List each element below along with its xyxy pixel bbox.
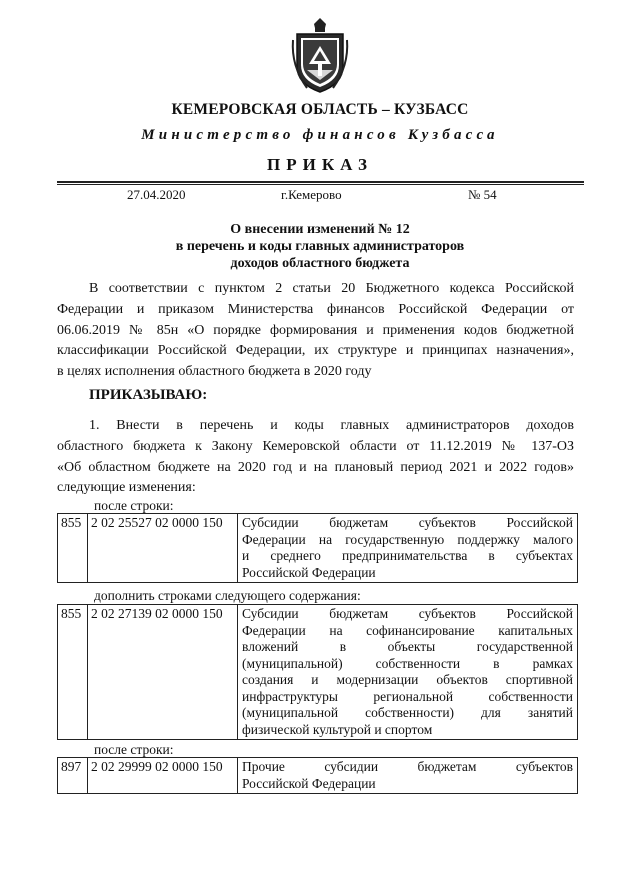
after-line-label: после строки:: [94, 742, 174, 757]
description-line: Субсидии бюджетам субъектов Российской: [242, 515, 573, 530]
table-row: [58, 758, 578, 794]
add-lines-label: дополнить строками следующего содержания:: [94, 588, 361, 603]
document-heading-line-3: доходов областного бюджета: [230, 256, 410, 271]
document-heading-line-2: в перечень и коды главных администраторов: [175, 239, 465, 254]
document-city: г.Кемерово: [281, 187, 342, 202]
budget-code-table: [57, 513, 578, 583]
description-cell: [238, 514, 578, 583]
item-1-line: областного бюджета к Закону Кемеровской области от 11.12.2019 № 137-ОЗ: [57, 438, 574, 454]
preamble-line: В соответствии с пунктом 2 статьи 20 Бюджетного кодекса Российской: [89, 281, 574, 296]
after-line-label: после строки:: [94, 498, 174, 513]
description-line: создания и модернизации объектов спортивной: [242, 672, 573, 687]
order-word: ПРИКАЗЫВАЮ:: [89, 387, 208, 403]
description-line: Российской Федерации: [242, 564, 376, 580]
item-1-line: следующие изменения:: [57, 480, 196, 496]
header-rule: [57, 181, 584, 183]
document-heading-line-1: О внесении изменений № 12: [230, 222, 410, 237]
revenue-code-cell: 2 02 27139 02 0000 150: [88, 605, 238, 740]
admin-code-cell: 855: [58, 605, 88, 740]
description-line: Российской Федерации: [242, 775, 376, 791]
preamble-line: Федерации и приказом Министерства финансов Российской Федерации от: [57, 301, 574, 317]
preamble-line: классификации Российской Федерации, их структуре и принципах назначения»,: [57, 343, 574, 359]
preamble-line: в целях исполнения областного бюджета в 2020 году: [57, 364, 372, 380]
item-1-line: «Об областном бюджете на 2020 год и на плановый период 2021 и 2022 годов»: [57, 459, 574, 475]
description-line: Субсидии бюджетам субъектов Российской: [242, 606, 573, 621]
item-1-line: 1. Внести в перечень и коды главных администраторов доходов: [89, 418, 574, 433]
description-line: (муниципальной собственности) для занятий: [242, 705, 573, 720]
region-title: КЕМЕРОВСКАЯ ОБЛАСТЬ – КУЗБАСС: [171, 101, 469, 118]
description-line: Прочие субсидии бюджетам субъектов: [242, 759, 573, 774]
preamble-paragraph: [57, 279, 574, 383]
coat-of-arms-icon: [289, 16, 351, 94]
item-1-paragraph: [57, 416, 574, 499]
revenue-code-cell: 2 02 29999 02 0000 150: [88, 758, 238, 794]
budget-code-table: [57, 604, 578, 740]
revenue-code-cell: 2 02 25527 02 0000 150: [88, 514, 238, 583]
document-type: ПРИКАЗ: [267, 155, 373, 174]
table-row: [58, 605, 578, 740]
document-number: № 54: [468, 187, 497, 202]
document-date: 27.04.2020: [127, 187, 186, 202]
admin-code-cell: 855: [58, 514, 88, 583]
description-line: (муниципальной) собственности в рамках: [242, 655, 573, 671]
preamble-line: 06.06.2019 № 85н «О порядке формирования и применения кодов бюджетной: [57, 322, 574, 338]
header-rule-thin: [57, 184, 584, 185]
table-row: [58, 514, 578, 583]
budget-code-table: [57, 757, 578, 794]
description-line: Федерации на государственную поддержку малого: [242, 531, 573, 547]
description-line: физической культурой и спортом: [242, 721, 433, 737]
admin-code-cell: 897: [58, 758, 88, 794]
description-line: вложений в объекты государственной: [242, 639, 573, 654]
description-cell: [238, 758, 578, 794]
description-cell: [238, 605, 578, 740]
description-line: инфраструктуры региональной собственности: [242, 688, 573, 704]
ministry-name: Министерство финансов Кузбасса: [141, 127, 499, 143]
description-line: и среднего предпринимательства в субъектах: [242, 548, 573, 563]
description-line: Федерации на софинансирование капитальных: [242, 622, 573, 638]
